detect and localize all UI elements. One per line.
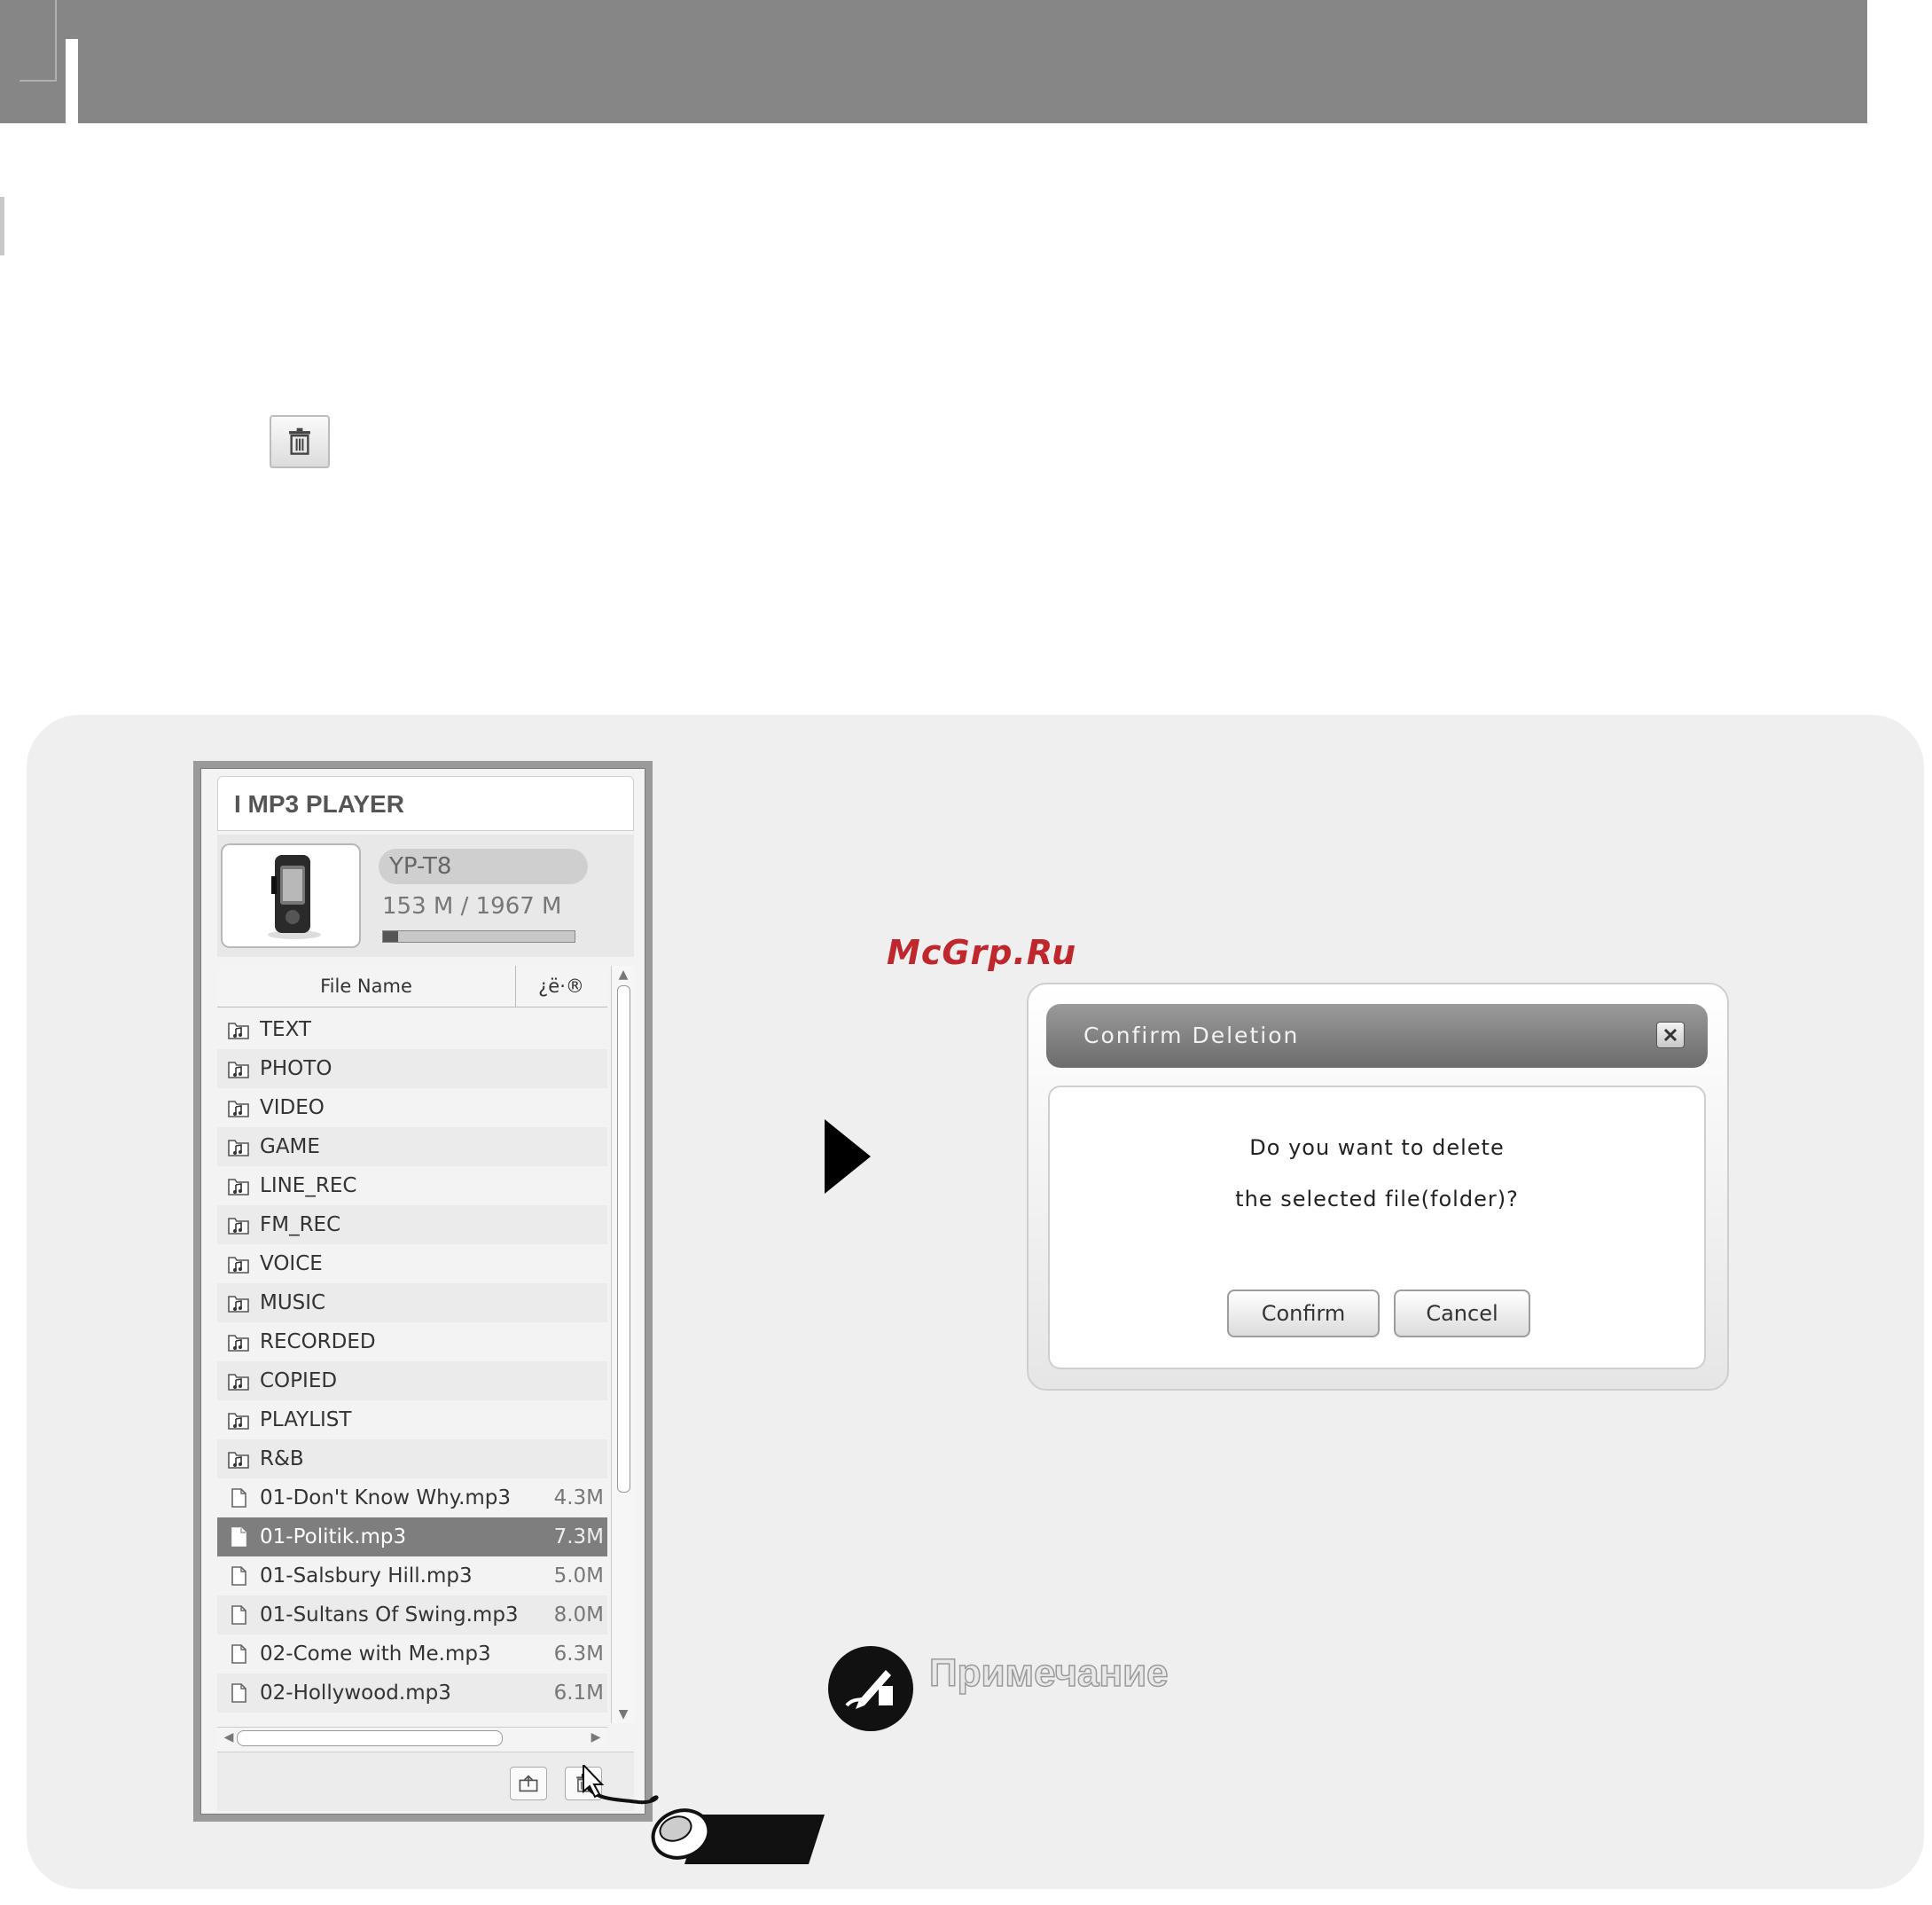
file-list-header	[217, 966, 607, 1007]
file-name: LINE_REC	[260, 1174, 357, 1197]
upload-button[interactable]	[510, 1767, 547, 1800]
music-folder-icon	[226, 1330, 251, 1353]
file-name: TEXT	[260, 1018, 311, 1041]
note-label: Примечание	[929, 1651, 1169, 1695]
next-step-arrow	[825, 1119, 871, 1194]
folder-row[interactable]	[217, 1361, 607, 1400]
dialog-message-line2: the selected file(folder)?	[1235, 1187, 1519, 1211]
note-badge	[828, 1646, 913, 1731]
music-folder-icon	[226, 1213, 251, 1236]
file-name: R&B	[260, 1447, 304, 1470]
dialog-title: Confirm Deletion	[1083, 1023, 1300, 1048]
folder-row[interactable]	[217, 1166, 607, 1205]
confirm-button[interactable]: Confirm	[1227, 1290, 1380, 1337]
dialog-body	[1048, 1086, 1706, 1369]
vertical-scrollbar[interactable]	[611, 966, 635, 1723]
device-thumbnail	[221, 843, 361, 948]
vertical-scroll-thumb[interactable]	[617, 985, 630, 1493]
file-name: 01-Salsbury Hill.mp3	[260, 1564, 473, 1588]
scroll-right-icon[interactable]: ▶	[591, 1730, 601, 1744]
file-name: 01-Sultans Of Swing.mp3	[260, 1603, 519, 1627]
file-name: 01-Politik.mp3	[260, 1525, 407, 1548]
file-name: PLAYLIST	[260, 1408, 352, 1431]
file-icon	[226, 1682, 251, 1705]
file-size: 5.0M	[553, 1564, 604, 1588]
capacity-readout: 153 M / 1967 M	[382, 893, 562, 920]
file-row[interactable]	[217, 1674, 607, 1713]
file-icon	[226, 1525, 251, 1548]
header-divider	[66, 39, 78, 123]
music-folder-icon	[226, 1174, 251, 1197]
file-icon	[226, 1564, 251, 1588]
player-frame	[200, 768, 645, 1815]
scroll-up-icon[interactable]: ▲	[618, 968, 629, 982]
file-icon	[226, 1642, 251, 1666]
file-name: COPIED	[260, 1369, 338, 1392]
side-mark	[0, 197, 4, 255]
column-file-name[interactable]: File Name	[217, 966, 516, 1007]
dialog-close-button[interactable]	[1656, 1022, 1685, 1048]
column-size[interactable]: ¿ë·®	[538, 976, 584, 997]
file-name: 02-Hollywood.mp3	[260, 1682, 451, 1705]
music-folder-icon	[226, 1096, 251, 1119]
file-row[interactable]	[217, 1478, 607, 1517]
file-name: VOICE	[260, 1252, 323, 1275]
dialog-title-bar	[1046, 1004, 1708, 1068]
capacity-bar	[382, 930, 575, 943]
file-size: 6.1M	[553, 1682, 604, 1705]
file-name: FM_REC	[260, 1213, 341, 1236]
file-size: 7.3M	[553, 1525, 604, 1548]
confirm-deletion-dialog	[1027, 983, 1729, 1391]
file-row[interactable]	[217, 1595, 607, 1635]
dialog-message-line1: Do you want to delete	[1249, 1135, 1505, 1160]
file-name: GAME	[260, 1135, 320, 1158]
scroll-down-icon[interactable]: ▼	[618, 1707, 629, 1721]
file-row[interactable]	[217, 1635, 607, 1674]
file-row[interactable]	[217, 1556, 607, 1595]
music-folder-icon	[226, 1408, 251, 1431]
cancel-button[interactable]: Cancel	[1394, 1290, 1530, 1337]
folder-row[interactable]	[217, 1322, 607, 1361]
horizontal-scrollbar[interactable]	[217, 1727, 607, 1749]
delete-button-sample	[270, 415, 330, 468]
music-folder-icon	[226, 1018, 251, 1041]
trash-icon	[285, 427, 315, 457]
player-title: I MP3 PLAYER	[217, 776, 634, 831]
file-size: 4.3M	[553, 1486, 604, 1509]
file-list	[217, 1010, 607, 1713]
folder-row[interactable]	[217, 1049, 607, 1088]
player-bottom-toolbar	[217, 1752, 634, 1811]
mouse-cursor-illustration	[576, 1765, 833, 1871]
music-folder-icon	[226, 1057, 251, 1080]
folder-row[interactable]	[217, 1010, 607, 1049]
file-icon	[226, 1486, 251, 1509]
pen-icon	[840, 1658, 902, 1720]
watermark: McGrp.Ru	[887, 933, 1077, 972]
file-name: RECORDED	[260, 1330, 376, 1353]
file-icon	[226, 1603, 251, 1627]
mp3-player-window	[193, 761, 653, 1822]
folder-row[interactable]	[217, 1088, 607, 1127]
folder-row[interactable]	[217, 1283, 607, 1322]
folder-row[interactable]	[217, 1127, 607, 1166]
music-folder-icon	[226, 1135, 251, 1158]
music-folder-icon	[226, 1291, 251, 1314]
file-row[interactable]	[217, 1517, 607, 1556]
close-icon	[1662, 1027, 1678, 1043]
mp3-device-icon	[254, 850, 328, 942]
scroll-left-icon[interactable]: ◀	[223, 1730, 234, 1744]
file-name: 02-Come with Me.mp3	[260, 1642, 491, 1666]
device-name: YP-T8	[379, 849, 588, 884]
folder-row[interactable]	[217, 1439, 607, 1478]
music-folder-icon	[226, 1447, 251, 1470]
file-size: 8.0M	[553, 1603, 604, 1627]
folder-row[interactable]	[217, 1205, 607, 1244]
file-name: 01-Don't Know Why.mp3	[260, 1486, 512, 1509]
music-folder-icon	[226, 1252, 251, 1275]
music-folder-icon	[226, 1369, 251, 1392]
file-name: MUSIC	[260, 1291, 326, 1314]
file-size: 6.3M	[553, 1642, 604, 1666]
folder-row[interactable]	[217, 1244, 607, 1283]
corner-mark	[20, 0, 57, 82]
file-name: VIDEO	[260, 1096, 325, 1119]
file-name: PHOTO	[260, 1057, 332, 1080]
folder-row[interactable]	[217, 1400, 607, 1439]
header-band	[0, 0, 1867, 123]
capacity-bar-fill	[383, 931, 398, 942]
upload-icon	[518, 1774, 539, 1793]
horizontal-scroll-thumb[interactable]	[237, 1730, 503, 1746]
